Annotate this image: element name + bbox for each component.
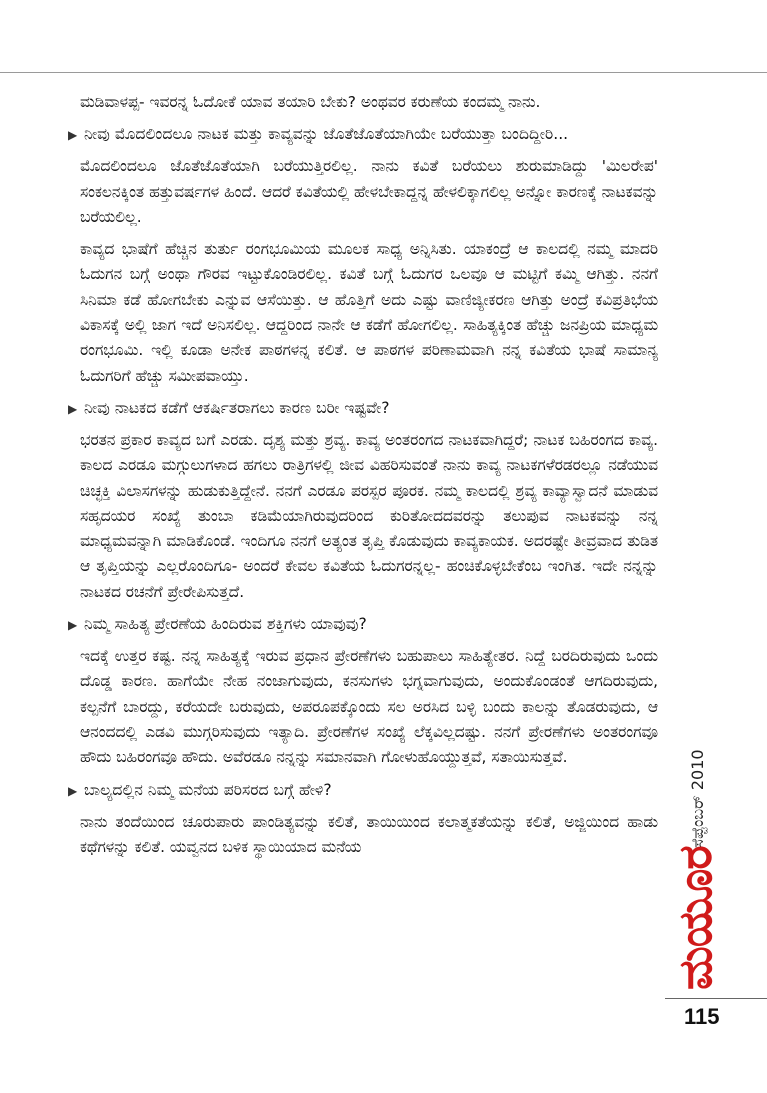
answer-3-paragraph: ಇದಕ್ಕೆ ಉತ್ತರ ಕಷ್ಟ. ನನ್ನ ಸಾಹಿತ್ಯಕ್ಕೆ ಇರುವ ಪ್ರಧಾನ ಪ್ರೇರಣೆಗಳು ಬಹುಪಾಲು ಸಾಹಿತ್ಯೇತರ. ನಿದ್ದೆ ಬರದಿರುವುದು ಒಂದು ದೊಡ್ಡ ಕಾರಣ. ಹಾಗೆಯೇ ನೇಹ ನಂಜಾಗುವುದು, ಕನಸುಗಳು ಭಗ್ನವಾಗುವುದು, ಅಂದುಕೊಂಡಂತೆ ಆಗದಿರುವುದು, ಕಲ್ಪನೆಗೆ ಬಾರದ್ದು, ಕರೆಯದೇ ಬರುವುದು, ಅಪರೂಪಕ್ಕೊಂದು ಸಲ ಅರಸಿದ ಬಳ್ಳಿ ಬಂದು ಕಾಲನ್ನು ತೊಡರುವುದು, ಆ ಆನಂದದಲ್ಲಿ ಎಡವಿ ಮುಗ್ಗರಿಸುವುದು ಇತ್ಯಾದಿ. ಪ್ರೇರಣೆಗಳ ಸಂಖ್ಯೆ ಲೆಕ್ಕವಿಲ್ಲದಷ್ಟು. ನನಗೆ ಪ್ರೇರಣೆಗಳು ಅಂತರಂಗವೂ ಹೌದು ಬಹಿರಂಗವೂ ಹೌದು. ಅವೆರಡೂ ನನ್ನನ್ನು ಸಮಾನವಾಗಿ ಗೋಳುಹೊಯ್ದುತ್ತವೆ, ಸತಾಯಿಸುತ್ತವೆ. [80, 647, 658, 767]
answer-4-paragraph: ನಾನು ತಂದೆಯಿಂದ ಚೂರುಪಾರು ಪಾಂಡಿತ್ಯವನ್ನು ಕಲಿತೆ, ತಾಯಿಯಿಂದ ಕಲಾತ್ಮಕತೆಯನ್ನು ಕಲಿತೆ, ಅಜ್ಜಿಯಿಂದ ಹಾಡು ಕಥೆಗಳನ್ನು ಕಲಿತೆ. ಯವ್ವನದ ಬಳಿಕ ಸ್ಥಾಯಿಯಾದ ಮನೆಯ [80, 812, 658, 856]
question-2 [66, 396, 658, 421]
triangle-bullet-icon: ▶ [68, 783, 78, 798]
article-body [66, 90, 658, 867]
question-4-text: ಬಾಲ್ಯದಲ್ಲಿನ ನಿಮ್ಮ ಮನೆಯ ಪರಿಸರದ ಬಗ್ಗೆ ಹೇಳಿ? [84, 780, 332, 799]
question-1 [66, 122, 658, 147]
question-2-text: ನೀವು ನಾಟಕದ ಕಡೆಗೆ ಆಕರ್ಷಿತರಾಗಲು ಕಾರಣ ಬರೀ ಇಷ್ಟವೇ? [84, 398, 390, 417]
answer-1-paragraph-2: ಕಾವ್ಯದ ಭಾಷೆಗೆ ಹೆಚ್ಚಿನ ತುರ್ತು ರಂಗಭೂಮಿಯ ಮೂಲಕ ಸಾಧ್ಯ ಅನ್ನಿಸಿತು. ಯಾಕಂದ್ರೆ ಆ ಕಾಲದಲ್ಲಿ ನಮ್ಮ ಮಾದರಿ ಓದುಗನ ಬಗ್ಗೆ ಅಂಥಾ ಗೌರವ ಇಟ್ಟುಕೊಂಡಿರಲಿಲ್ಲ. ಕವಿತೆ ಬಗ್ಗೆ ಓದುಗರ ಒಲವೂ ಆ ಮಟ್ಟಿಗೆ ಕಮ್ಮಿ ಆಗಿತ್ತು. ನನಗೆ ಸಿನಿಮಾ ಕಡೆ ಹೋಗಬೇಕು ಎನ್ನುವ ಆಸೆಯಿತ್ತು. ಆ ಹೊತ್ತಿಗೆ ಅದು ಎಷ್ಟು ವಾಣಿಜ್ಯೀಕರಣ ಆಗಿತ್ತು ಅಂದ್ರೆ ಕವಿಪ್ರತಿಭೆಯ ವಿಕಾಸಕ್ಕೆ ಅಲ್ಲಿ ಜಾಗ ಇದೆ ಅನಿಸಲಿಲ್ಲ. ಆದ್ದರಿಂದ ನಾನೇ ಆ ಕಡೆಗೆ ಹೋಗಲಿಲ್ಲ. ಸಾಹಿತ್ಯಕ್ಕಿಂತ ಹೆಚ್ಚು ಜನಪ್ರಿಯ ಮಾಧ್ಯಮ ರಂಗಭೂಮಿ. ಇಲ್ಲಿ ಕೂಡಾ ಅನೇಕ ಪಾಠಗಳನ್ನ ಕಲಿತೆ. ಆ ಪಾಠಗಳ ಪರಿಣಾಮವಾಗಿ ನನ್ನ ಕವಿತೆಯ ಭಾಷೆ ಸಾಮಾನ್ಯ ಓದುಗರಿಗೆ ಹೆಚ್ಚು ಸಮೀಪವಾಯ್ತು. [80, 240, 658, 385]
top-rule [0, 72, 767, 73]
question-3 [66, 612, 658, 637]
footer-rule [665, 998, 767, 999]
question-4 [66, 778, 658, 803]
answer-2-paragraph: ಭರತನ ಪ್ರಕಾರ ಕಾವ್ಯದ ಬಗೆ ಎರಡು. ದೃಶ್ಯ ಮತ್ತು ಶ್ರವ್ಯ. ಕಾವ್ಯ ಅಂತರಂಗದ ನಾಟಕವಾಗಿದ್ದರೆ; ನಾಟಕ ಬಹಿರಂಗದ ಕಾವ್ಯ. ಕಾಲದ ಎರಡೂ ಮಗ್ಗುಲುಗಳಾದ ಹಗಲು ರಾತ್ರಿಗಳಲ್ಲಿ ಜೀವ ವಿಹರಿಸುವಂತೆ ನಾನು ಕಾವ್ಯ ನಾಟಕಗಳೆರಡರಲ್ಲೂ ನಡೆಯುವ ಚಿಚ್ಛಕ್ತಿ ವಿಲಾಸಗಳನ್ನು ಹುಡುಕುತ್ತಿದ್ದೇನೆ. ನನಗೆ ಎರಡೂ ಪರಸ್ಪರ ಪೂರಕ. ನಮ್ಮ ಕಾಲದಲ್ಲಿ ಶ್ರವ್ಯ ಕಾವ್ಯಾಸ್ವಾದನೆ ಮಾಡುವ ಸಹೃದಯರ ಸಂಖ್ಯೆ ತುಂಬಾ ಕಡಿಮೆಯಾಗಿರುವುದರಿಂದ ಕುರಿತೋದದವರನ್ನು ತಲುಪುವ ನಾಟಕವನ್ನು ನನ್ನ ಮಾಧ್ಯಮವನ್ನಾಗಿ ಮಾಡಿಕೊಂಡೆ. ಇಂದಿಗೂ ನನಗೆ ಅತ್ಯಂತ ತೃಪ್ತಿ ಕೊಡುವುದು ಕಾವ್ಯಕಾಯಕ. ಅದರಷ್ಟೇ ತೀವ್ರವಾದ ತುಡಿತ ಆ ತೃಪ್ತಿಯನ್ನು ಎಲ್ಲರೊಂದಿಗೂ- ಅಂದರೆ ಕೇವಲ ಕವಿತೆಯ ಓದುಗರನ್ನಲ್ಲ- ಹಂಚಿಕೊಳ್ಳಬೇಕೆಂಬ ಇಂಗಿತ. ಇದೇ ನನ್ನನ್ನು ನಾಟಕದ ರಚನೆಗೆ ಪ್ರೇರೇಪಿಸುತ್ತದೆ. [80, 430, 658, 601]
triangle-bullet-icon: ▶ [68, 128, 78, 143]
magazine-logo: ಮಯೂರ [668, 846, 722, 990]
question-1-text: ನೀವು ಮೊದಲಿಂದಲೂ ನಾಟಕ ಮತ್ತು ಕಾವ್ಯವನ್ನು ಜೊತೆಜೊತೆಯಾಗಿಯೇ ಬರೆಯುತ್ತಾ ಬಂದಿದ್ದೀರಿ... [84, 125, 569, 144]
page-number: 115 [684, 1004, 720, 1029]
answer-1-paragraph-1: ಮೊದಲಿಂದಲೂ ಜೊತೆಜೊತೆಯಾಗಿ ಬರೆಯುತ್ತಿರಲಿಲ್ಲ. ನಾನು ಕವಿತೆ ಬರೆಯಲು ಶುರುಮಾಡಿದ್ದು 'ಮಿಲರೇಪ' ಸಂಕಲನಕ್ಕಿಂತ ಹತ್ತುವರ್ಷಗಳ ಹಿಂದೆ. ಆದರೆ ಕವಿತೆಯಲ್ಲಿ ಹೇಳಬೇಕಾದ್ದನ್ನ ಹೇಳಲಿಕ್ಕಾಗಲಿಲ್ಲ ಅನ್ನೋ ಕಾರಣಕ್ಕೆ ನಾಟಕವನ್ನು ಬರೆಯಲಿಲ್ಲ. [80, 157, 658, 226]
question-3-text: ನಿಮ್ಮ ಸಾಹಿತ್ಯ ಪ್ರೇರಣೆಯ ಹಿಂದಿರುವ ಶಕ್ತಿಗಳು ಯಾವುವು? [84, 615, 367, 634]
issue-date: ಸೆಪ್ಟೆಂಬರ್ 2010 [688, 749, 707, 848]
triangle-bullet-icon: ▶ [68, 618, 78, 633]
triangle-bullet-icon: ▶ [68, 401, 78, 416]
intro-paragraph: ಮಡಿವಾಳಪ್ಪ- ಇವರನ್ನ ಓದೋಕೆ ಯಾವ ತಯಾರಿ ಬೇಕು? ಅಂಥವರ ಕರುಣೆಯ ಕಂದಮ್ಮ ನಾನು. [80, 93, 541, 111]
